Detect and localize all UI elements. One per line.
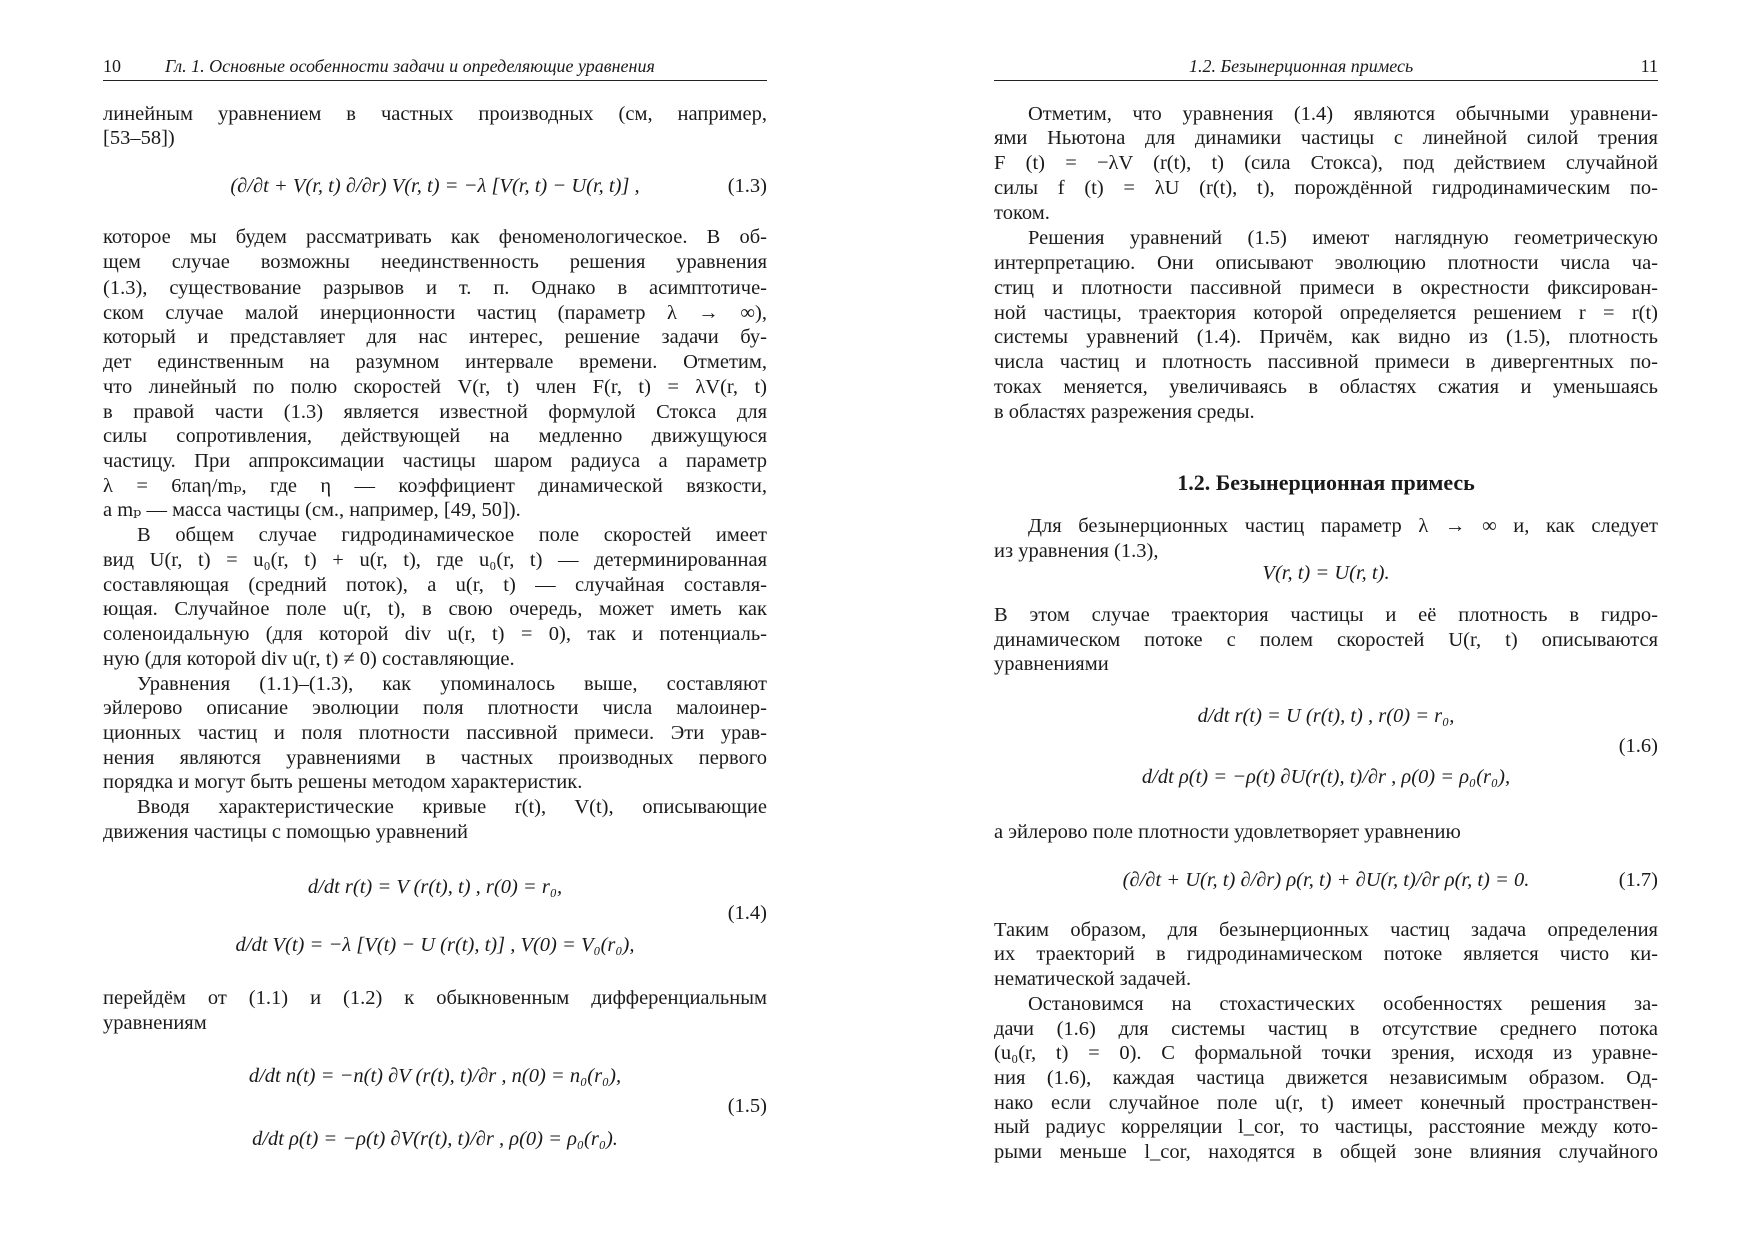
- equation-number: (1.4): [727, 901, 767, 924]
- text-line: Таким образом, для безынерционных частиц задача определения: [994, 918, 1658, 941]
- text-line: соленоидальную (для которой div u(r, t) = 0), так и потенциаль-: [103, 623, 767, 646]
- text-line: λ = 6πaη/mₚ, где η — коэффициент динамической вязкости,: [103, 474, 767, 497]
- text-line: частицу. При аппроксимации частицы шаром радиуса a параметр: [103, 449, 767, 472]
- text-line: который и представляет для нас интерес, решение задачи бу-: [103, 326, 767, 349]
- text-line: нако если случайное поле u(r, t) имеет конечный пространствен-: [994, 1091, 1658, 1114]
- text-line: дачи (1.6) для системы частиц в отсутствие среднего потока: [994, 1017, 1658, 1040]
- text-line: их траекторий в гидродинамическом потоке является чисто ки-: [994, 943, 1658, 966]
- paragraph-last-line: [53–58]): [103, 127, 175, 150]
- text-line: силы f (t) = λU (r(t), t), порождённой гидродинамическим по-: [994, 176, 1658, 199]
- equation-number: (1.5): [727, 1095, 767, 1118]
- text-line: F (t) = −λV (r(t), t) (сила Стокса), под действием случайной: [994, 152, 1658, 175]
- text-line: (u₀(r, t) = 0). С формальной точки зрения, исходя из уравне-: [994, 1042, 1658, 1065]
- text-line: числа частиц и плотность пассивной примеси в дивергентных по-: [994, 351, 1658, 374]
- page-number: 10: [103, 56, 121, 76]
- text-line: линейным уравнением в частных производных (см, например,: [103, 102, 767, 125]
- equation-line: d/dt r(t) = U (r(t), t) , r(0) = r₀,: [1197, 705, 1455, 728]
- paragraph-last-line: ную (для которой div u(r, t) ≠ 0) составляющие.: [103, 647, 515, 670]
- paragraph-last-line: а mₚ — масса частицы (см., например, [49, 50]).: [103, 499, 521, 522]
- running-header: [994, 56, 1658, 81]
- equation-line: (∂/∂t + V(r, t) ∂/∂r) V(r, t) = −λ [V(r, t) − U(r, t)] ,: [230, 174, 640, 197]
- equation-line: d/dt ρ(t) = −ρ(t) ∂U(r(t), t)/∂r , ρ(0) = ρ₀(r₀),: [1141, 765, 1511, 788]
- text-line: рыми меньше l_cor, находятся в общей зоне влияния случайного: [994, 1141, 1658, 1164]
- text-line: составляющая (средний поток), а u(r, t) — случайная составля-: [103, 573, 767, 596]
- text-line: ющая. Случайное поле u(r, t), в свою очередь, может иметь как: [103, 598, 767, 621]
- text-line: ной частицы, траектория которой определяется решением r = r(t): [994, 301, 1658, 324]
- text-line: ный радиус корреляции l_cor, то частицы, расстояние между кото-: [994, 1116, 1658, 1139]
- page-number: 11: [1640, 56, 1658, 76]
- paragraph-last-line: порядка и могут быть решены методом характеристик.: [103, 771, 583, 794]
- paragraph-first-line: Вводя характеристические кривые r(t), V(t), описывающие: [137, 796, 767, 819]
- text-line: ском случае малой инерционности частиц (параметр λ → ∞),: [103, 301, 767, 324]
- equation-number: (1.7): [1618, 869, 1658, 892]
- paragraph-first-line: Отметим, что уравнения (1.4) являются обычными уравнени-: [1028, 102, 1658, 125]
- equation-line: d/dt ρ(t) = −ρ(t) ∂V(r(t), t)/∂r , ρ(0) = ρ₀(r₀).: [252, 1127, 618, 1150]
- equation-line: (∂/∂t + U(r, t) ∂/∂r) ρ(r, t) + ∂U(r, t)/∂r ρ(r, t) = 0.: [1122, 869, 1530, 892]
- paragraph-last-line: в областях разрежения среды.: [994, 400, 1255, 423]
- text-line: в правой части (1.3) является известной формулой Стокса для: [103, 400, 767, 423]
- text-line: дет единственным на разумном интервале времени. Отметим,: [103, 351, 767, 374]
- text-line: что линейный по полю скоростей V(r, t) член F(r, t) = λV(r, t): [103, 375, 767, 398]
- text-line: динамическом потоке с полем скоростей U(r, t) описываются: [994, 628, 1658, 651]
- paragraph-first-line: В общем случае гидродинамическое поле скоростей имеет: [137, 524, 767, 547]
- paragraph-last-line: током.: [994, 201, 1050, 224]
- running-header: [103, 56, 767, 81]
- equation-line: d/dt n(t) = −n(t) ∂V (r(t), t)/∂r , n(0) = n₀(r₀),: [248, 1064, 622, 1087]
- equation-line: d/dt V(t) = −λ [V(t) − U (r(t), t)] , V(0) = V₀(r₀),: [235, 934, 635, 957]
- text-line: которое мы будем рассматривать как феноменологическое. В об-: [103, 226, 767, 249]
- text-line: токах меняется, увеличиваясь в областях сжатия и уменьшаясь: [994, 375, 1658, 398]
- text-line: (1.3), существование разрывов и т. п. Однако в асимптотиче-: [103, 276, 767, 299]
- text-line: системы уравнений (1.4). Причём, как видно из (1.5), плотность: [994, 326, 1658, 349]
- text-line: нения являются уравнениями в частных производных первого: [103, 746, 767, 769]
- section-heading: 1.2. Безынерционная примесь: [1177, 470, 1475, 496]
- equation-line: V(r, t) = U(r, t).: [1262, 562, 1390, 585]
- paragraph-last-line: уравнениями: [994, 653, 1109, 676]
- running-head-title: 1.2. Безынерционная примесь: [1189, 56, 1414, 76]
- paragraph-first-line: Остановимся на стохастических особенностях решения за-: [1028, 992, 1658, 1015]
- right-page: [994, 0, 1658, 1241]
- text-line: эйлерово описание эволюции поля плотности числа малоинер-: [103, 697, 767, 720]
- text-line: ния (1.6), каждая частица движется независимым образом. Од-: [994, 1067, 1658, 1090]
- text-line: интерпретацию. Они описывают эволюцию плотности числа ча-: [994, 252, 1658, 275]
- text-line: ционных частиц и поля плотности пассивной примеси. Эти урав-: [103, 721, 767, 744]
- paragraph-first-line: Для безынерционных частиц параметр λ → ∞ и, как следует: [1028, 515, 1658, 538]
- paragraph-last-line: из уравнения (1.3),: [994, 539, 1159, 562]
- text-line: В этом случае траектория частицы и её плотность в гидро-: [994, 603, 1658, 626]
- paragraph-last-line: а эйлерово поле плотности удовлетворяет уравнению: [994, 820, 1461, 843]
- paragraph-last-line: уравнениям: [103, 1011, 207, 1034]
- equation-line: d/dt r(t) = V (r(t), t) , r(0) = r₀,: [307, 875, 563, 898]
- paragraph-first-line: Уравнения (1.1)–(1.3), как упоминалось выше, составляют: [137, 672, 767, 695]
- text-line: стиц и плотности пассивной примеси в окрестности фиксирован-: [994, 276, 1658, 299]
- text-line: силы сопротивления, действующей на медленно движущуюся: [103, 425, 767, 448]
- equation-number: (1.3): [727, 174, 767, 197]
- left-page: [103, 0, 767, 1241]
- paragraph-last-line: движения частицы с помощью уравнений: [103, 820, 468, 843]
- paragraph-first-line: Решения уравнений (1.5) имеют наглядную геометрическую: [1028, 227, 1658, 250]
- running-head-title: Гл. 1. Основные особенности задачи и определяющие уравнения: [165, 56, 655, 76]
- equation-number: (1.6): [1618, 735, 1658, 758]
- text-line: вид U(r, t) = u₀(r, t) + u(r, t), где u₀(r, t) — детерминированная: [103, 548, 767, 571]
- text-line: перейдём от (1.1) и (1.2) к обыкновенным дифференциальным: [103, 987, 767, 1010]
- text-line: щем случае возможны неединственность решения уравнения: [103, 251, 767, 274]
- text-line: ями Ньютона для динамики частицы с линейной силой трения: [994, 127, 1658, 150]
- paragraph-last-line: нематической задачей.: [994, 968, 1192, 991]
